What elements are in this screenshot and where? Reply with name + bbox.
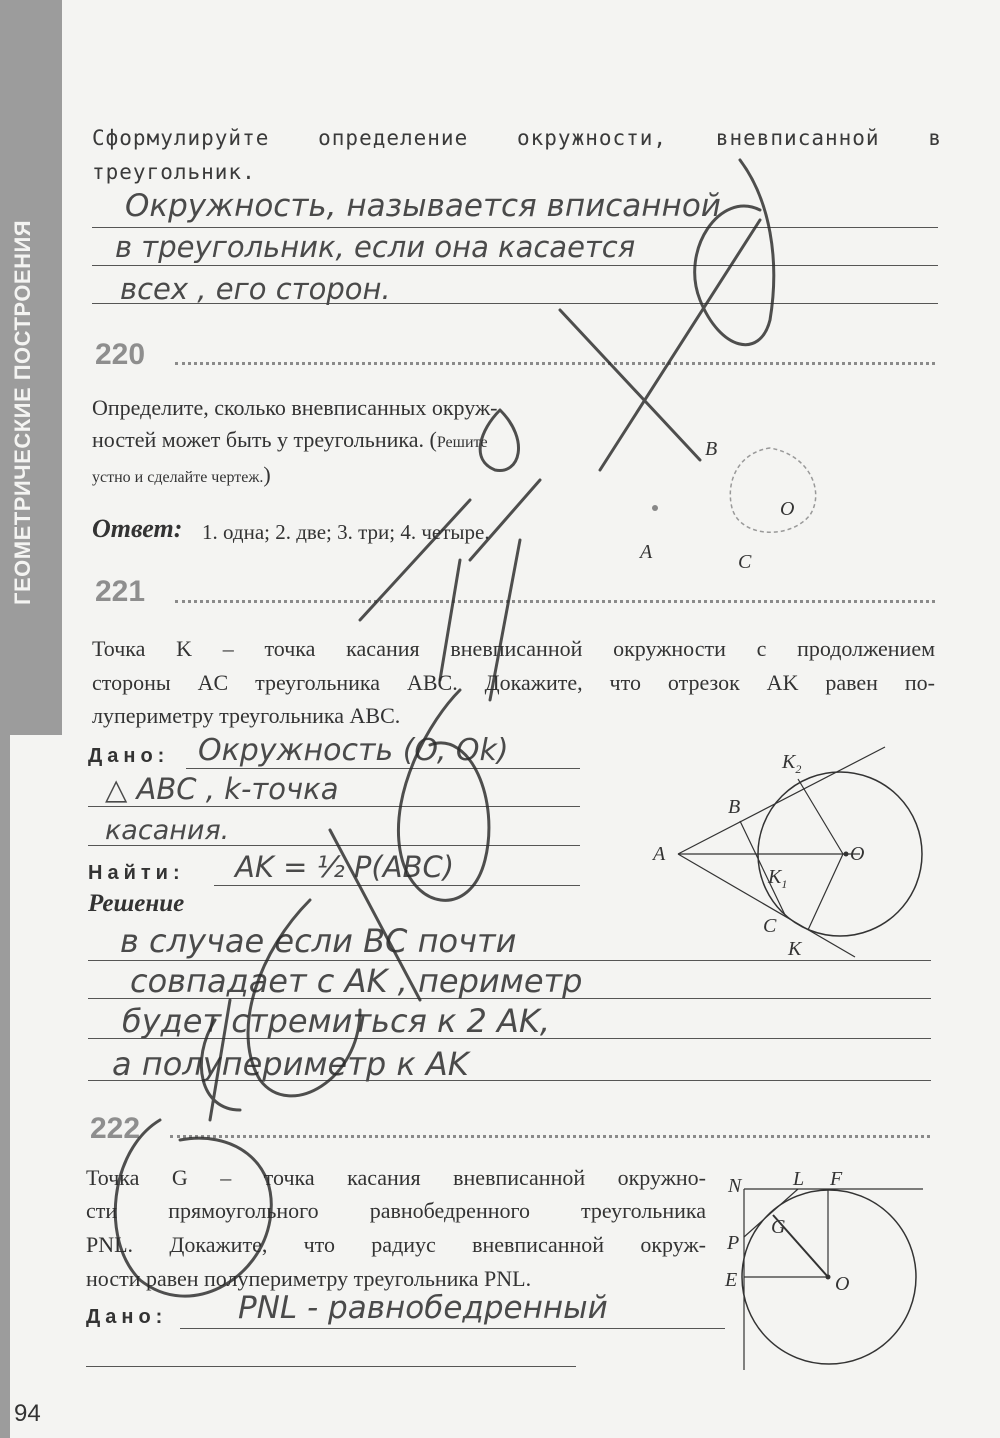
page-number: 94 (14, 1400, 41, 1427)
task220-line-2: ностей может быть у треугольника. (Решите (92, 427, 488, 452)
handwritten-solution-3: будет стремиться к 2 AK, (122, 1002, 551, 1040)
sketch-label-C: C (738, 551, 752, 573)
label-B: B (728, 796, 741, 818)
label-N: N (728, 1175, 742, 1197)
handwritten-given-222: PNL - равнобедренный (238, 1290, 608, 1326)
question-line-1: Сформулируйте определение окружности, вневписанной в (92, 126, 942, 150)
sketch-label-B: B (705, 438, 718, 460)
given-label-222: Дано: (86, 1306, 168, 1328)
label-K: K (788, 938, 802, 960)
task222-line-2: сти прямоугольного равнобедренного треугольника (86, 1198, 706, 1223)
given-label: Дано: (88, 745, 170, 767)
sketch-label-O: O (780, 498, 795, 520)
find-label: Найти: (88, 862, 185, 884)
scribble-stroke (560, 310, 700, 460)
task220-line-3: устно и сделайте чертеж.) (92, 462, 271, 487)
handwritten-given-2: △ ABC , k-точка (105, 772, 339, 806)
scribble-loop-top (695, 160, 774, 345)
handwritten-given-1: Окружность (O, Ok) (198, 733, 509, 768)
scribble-loop-mid (398, 690, 488, 900)
label-O: O (850, 843, 865, 865)
label-P: P (727, 1232, 740, 1254)
handwritten-answer-line-2: в треугольник, если она касается (115, 230, 636, 264)
task221-line-2: стороны AC треугольника ABC. Докажите, что отрезок AK равен по- (92, 670, 935, 695)
label-G: G (771, 1216, 786, 1238)
scribble-stroke (210, 1000, 230, 1120)
scribble-stroke (330, 830, 420, 1000)
handwritten-find: AK = ½ P(ABC) (235, 850, 455, 884)
label-O-222: O (835, 1273, 850, 1295)
handwritten-given-3: касания. (105, 815, 230, 846)
scribble-loop (248, 900, 360, 1096)
answer-options: 1. одна; 2. две; 3. три; 4. четыре. (202, 520, 490, 544)
task222-line-3: PNL. Докажите, что радиус вневписанной окруж- (86, 1232, 706, 1257)
section-title: ГЕОМЕТРИЧЕСКИЕ ПОСТРОЕНИЯ (10, 219, 35, 605)
answer-label: Ответ: (92, 514, 183, 543)
scribble-stroke (440, 560, 460, 680)
label-F: F (830, 1168, 843, 1190)
task221-line-1: Точка K – точка касания вневписанной окружности с продолжением (92, 636, 935, 661)
label-C: C (763, 915, 777, 937)
scribble-stroke (470, 480, 540, 560)
solution-label: Решение (88, 890, 185, 917)
scribble-o (480, 410, 518, 470)
handwritten-answer-line-1: Окружность, называется вписанной (125, 188, 721, 224)
task220-line-1: Определите, сколько вневписанных окруж- (92, 395, 498, 420)
label-E: E (725, 1269, 738, 1291)
label-A: A (653, 843, 666, 865)
handwritten-solution-4: а полупериметр к AK (112, 1045, 469, 1083)
handwritten-answer-line-3: всех , его сторон. (120, 272, 391, 306)
task-number-222: 222 (90, 1112, 141, 1145)
task222-line-4: ности равен полупериметру треугольника PNL. (86, 1266, 532, 1291)
question-line-2: треугольник. (92, 160, 256, 184)
label-K2: $K_2$ (782, 751, 802, 776)
task-number-220: 220 (95, 338, 146, 371)
handwritten-solution-1: в случае если BC почти (120, 922, 517, 960)
label-L: L (793, 1168, 805, 1190)
label-K1: $K_1$ (768, 866, 788, 891)
task222-line-1: Точка G – точка касания вневписанной окружно- (86, 1165, 706, 1190)
task221-line-3: лупериметру треугольника ABC. (92, 703, 401, 728)
scribble-loop-bottom (115, 1120, 271, 1296)
scribble-stroke (490, 540, 520, 700)
scribble-stroke (600, 220, 760, 470)
handwritten-solution-2: совпадает с AK , периметр (130, 962, 583, 1000)
sketch-label-A: A (640, 541, 653, 563)
task-number-221: 221 (95, 575, 146, 608)
